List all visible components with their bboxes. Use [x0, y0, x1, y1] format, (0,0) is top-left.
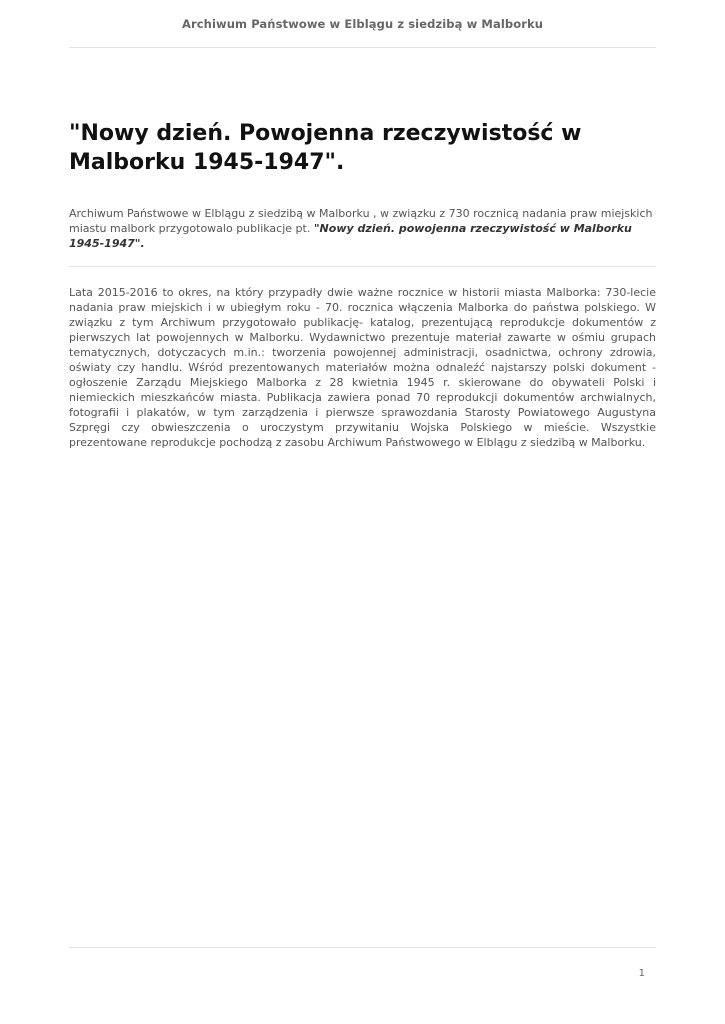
- header-divider: [69, 47, 656, 48]
- article-intro-text: Archiwum Państwowe w Elblągu z siedzibą w Malborku , w związku z 730 rocznicą nadania praw miejskich miastu malbork przygotowalo publikacje pt.: [69, 207, 653, 235]
- page-number: 1: [638, 968, 645, 979]
- content-divider: [69, 266, 656, 267]
- footer-divider: [69, 947, 656, 948]
- article-intro-emphasis: "Nowy dzień. powojenna rzeczywistość w Malborku 1945-1947".: [69, 222, 632, 250]
- page-header: Archiwum Państwowe w Elblągu z siedzibą w Malborku: [181, 17, 544, 31]
- article-body: Lata 2015-2016 to okres, na który przypadły dwie ważne rocznice w historii miasta Malborka: 730-lecie nadania praw miejskich i w ubiegłym roku - 70. rocznica włączenia Malborka do państwa polskiego. W związku z tym Archiwum przygotowało publikację- katalog, prezentującą reprodukcje dokumentów z pierwszych lat powojennych w Malborku. Wydawnictwo prezentuje materiał zawarte w ośmiu grupach tematycznych, dotyczacych m.in.: tworzenia powojennej administracji, osadnictwa, ochrony zdrowia, oświaty czy handlu. Wśród prezentowanych materiałów można odnaleźć najstarszy polski dokument - ogłoszenie Zarządu Miejskiego Malborka z 28 kwietnia 1945 r. skierowane do obywateli Polski i niemieckich mieszkańców miasta. Publikacja zawiera ponad 70 reprodukcji dokumentów archwialnych, fotografii i plakatów, w tym zarządzenia i pierwsze sprawozdania Starosty Powiatowego Augustyna Szpręgi czy obwieszczenia o uroczystym przywitaniu Wojska Polskiego w mieście. Wszystkie prezentowane reprodukcje pochodzą z zasobu Archiwum Państwowego w Elblągu z siedzibą w Malborku.: [69, 286, 656, 449]
- article-title: "Nowy dzień. Powojenna rzeczywistość w Malborku 1945-1947".: [69, 121, 582, 175]
- article-intro: [69, 206, 659, 251]
